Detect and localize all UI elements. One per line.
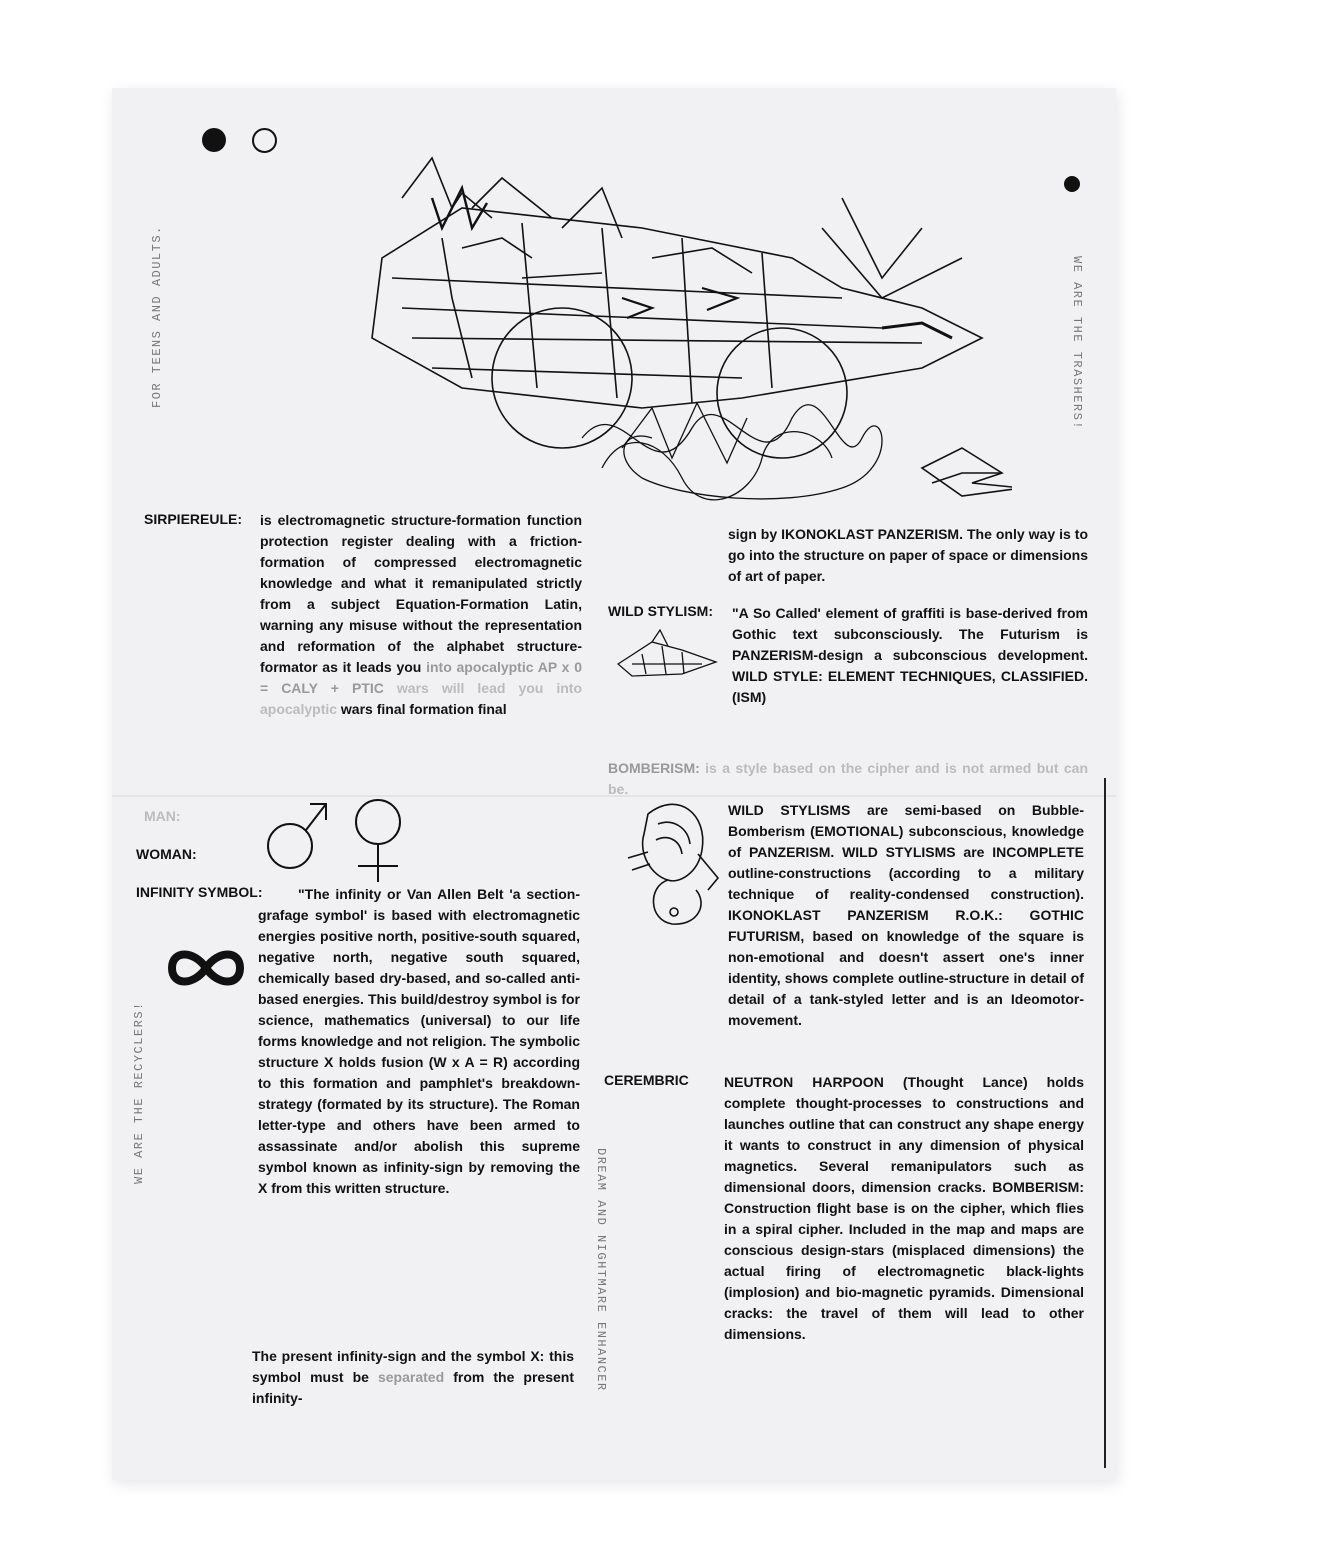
filled-dot-icon [202, 128, 226, 152]
wild-stylism-label: WILD STYLISM: [608, 603, 713, 619]
infinity-present-start: The present infinity-sign and the symbol X: this symbol must be [252, 1348, 574, 1385]
cerembric-text: NEUTRON HARPOON (Thought Lance) holds complete thought-processes to constructions and launches outline that can construct any shape energy it wants to construct in any dimension of physical magnetics. Several remanipulators such as dimensional doors, dimension cracks. BOMBERISM: Construction flight base is on the cipher, which flies in a spiral cipher. Included in the map and maps are conscious design-stars (misplaced dimensions) the actual firing of electromagnetic black-lights (implosion) and bio-magnetic pyramids. Dimensional cracks: the travel of them will lead to other dimensions. [724, 1074, 1084, 1342]
filled-dot-icon [1064, 176, 1080, 192]
side-text-center: DREAM AND NIGHTMARE ENHANCER [594, 1148, 608, 1392]
infinity-present-end: from the present infinity- [252, 1369, 574, 1406]
side-text-right-top: WE ARE THE TRASHERS! [1070, 256, 1084, 431]
sirpiereule-faded-line-2: wars will lead you into apocalyptic [260, 680, 583, 717]
tank-sketch-icon [612, 628, 722, 688]
infinity-present-text [252, 1346, 574, 1409]
infinity-present-faded: separated [377, 1369, 445, 1385]
infinity-symbol-label: INFINITY SYMBOL: [136, 884, 263, 900]
sirpiereule-label: SIRPIEREULE: [144, 511, 243, 527]
empty-dot-icon [252, 128, 277, 153]
bomberism-label: BOMBERISM: [608, 760, 700, 776]
side-text-left-top: FOR TEENS AND ADULTS. [150, 225, 164, 408]
infinity-symbol-text: "The infinity or Van Allen Belt 'a section-grafage symbol' is based with electromagnetic energies positive north, positive-south squared, negative north, negative south squared, chemically based dry-based, and so-called anti-based energies. This build/destroy symbol is for science, mathematics (universal) to our life forms knowledge and not religion. The symbolic structure X holds fusion (W x A = R) according to this formation and pamphlet's breakdown-strategy (formated by its structure). The Roman letter-type and others have been armed to assassinate and/or abolish this supreme symbol known as infinity-sign by removing the X from this written structure. [258, 886, 580, 1196]
zine-page [112, 88, 1116, 1480]
side-text-left-bottom: WE ARE THE RECYCLERS! [132, 1001, 146, 1184]
intro-text: sign by IKONOKLAST PANZERISM. The only way is to go into the structure on paper of space or dimensions of art of paper. [728, 526, 1088, 584]
page-edge-line [1104, 778, 1106, 1468]
infinity-icon [166, 944, 246, 992]
sirpiereule-body: is electromagnetic structure-formation function protection register dealing with a friction-formation of compressed electromagnetic knowledge and what it remanipulated strictly from a subject Equation-Formation Latin, warning any misuse without the representation and reformation of the alphabet structure-formator as it leads you [260, 512, 582, 675]
woman-label: WOMAN: [136, 846, 197, 862]
helmet-sketch-icon [618, 794, 722, 934]
cerembric-label: CEREMBRIC [604, 1072, 689, 1088]
bomberism-body: WILD STYLISMS are semi-based on Bubble-Bomberism (EMOTIONAL) subconscious, knowledge of PANZERISM. WILD STYLISMS are INCOMPLETE outline-constructions (according to a military technique of reality-condensed construction). IKONOKLAST PANZERISM R.O.K.: GOTHIC FUTURISM, based on knowledge of the square is non-emotional and doesn't assert one's inner identity, shows complete outline-structure in detail of detail of a tank-styled letter and is an Ideomotor-movement. [728, 802, 1084, 1028]
bomberism-faded: is a style based on the cipher and is not armed but can be. [608, 760, 1088, 797]
male-symbol-icon [262, 796, 332, 876]
man-label: MAN: [144, 808, 181, 824]
female-symbol-icon [348, 794, 408, 884]
sirpiereule-end: wars final formation final [340, 701, 507, 717]
sirpiereule-text [260, 510, 582, 720]
sirpiereule-faded-line-1: into apocalyptic AP x 0 = CALY + PTIC [260, 659, 582, 696]
wild-stylism-text: "A So Called' element of graffiti is base-derived from Gothic text subconsciously. The Futurism is PANZERISM-design a subconscious development. WILD STYLE: ELEMENT TECHNIQUES, CLASSIFIED. (ISM) [732, 605, 1088, 705]
spaceship-drawing [322, 138, 1012, 518]
